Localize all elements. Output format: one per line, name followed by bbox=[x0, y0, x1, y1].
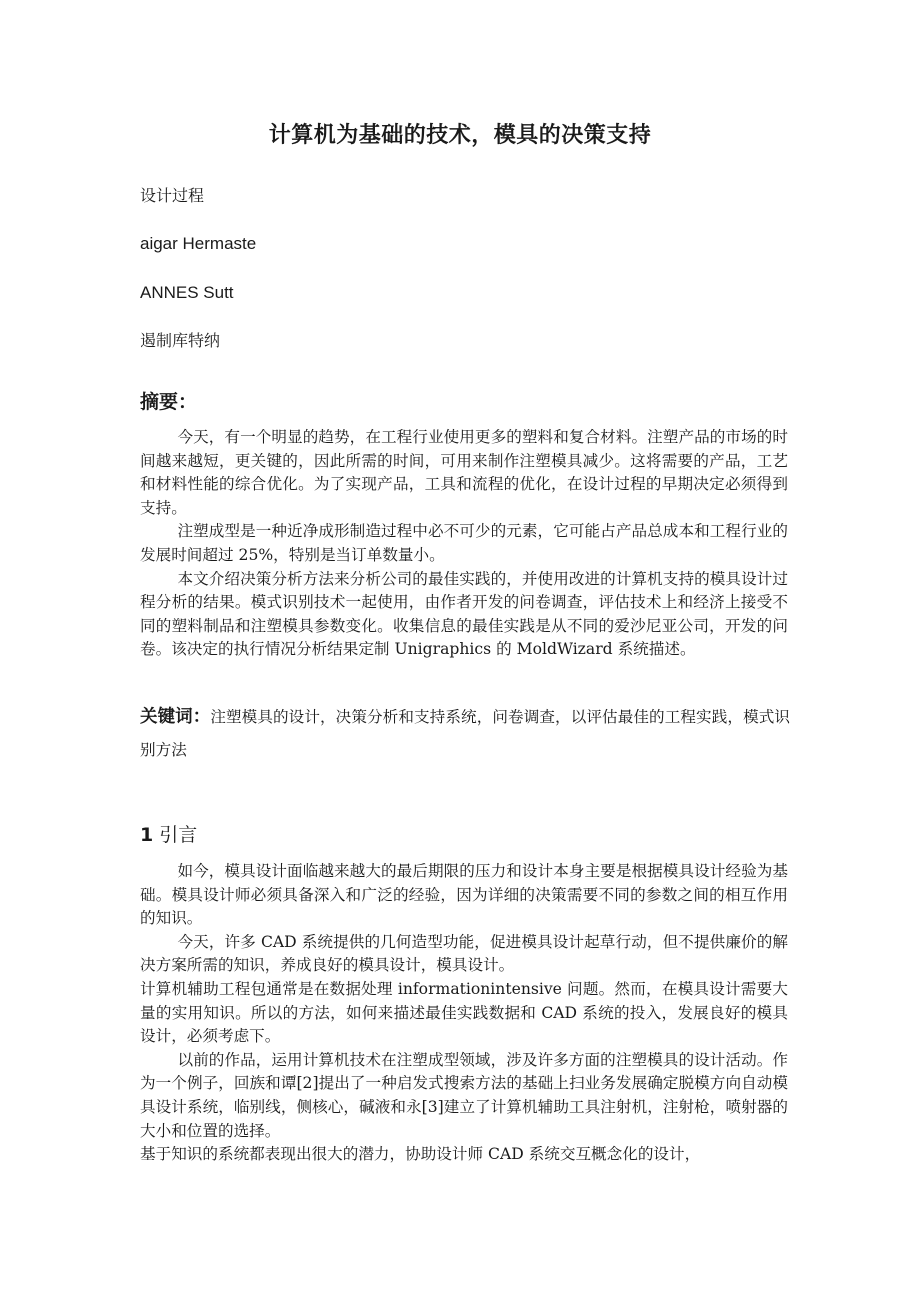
abstract-paragraph: 今天，有一个明显的趋势，在工程行业使用更多的塑料和复合材料。注塑产品的市场的时间越来越短，更关键的，因此所需的时间，可用来制作注塑模具减少。这将需要的产品，工艺和材料性能的综合优化。为了实现产品，工具和流程的优化，在设计过程的早期决定必须得到支持。 bbox=[140, 428, 788, 517]
section-title: 引言 bbox=[159, 824, 198, 846]
author-line-1: 设计过程 bbox=[140, 186, 205, 205]
keywords-label: 关键词： bbox=[140, 707, 211, 727]
section-1-heading bbox=[140, 821, 197, 849]
section-paragraph: 以前的作品，运用计算机技术在注塑成型领域，涉及许多方面的注塑模具的设计活动。作为一个例子，回族和谭[2]提出了一种启发式搜索方法的基础上扫业务发展确定脱模方向自动模具设计系统，临别线，侧核心，碱液和永[3]建立了计算机辅助工具注射机，注射枪，喷射器的大小和位置的选择。 bbox=[140, 1050, 788, 1140]
section-paragraph: 如今，模具设计面临越来越大的最后期限的压力和设计本身主要是根据模具设计经验为基础。模具设计师必须具备深入和广泛的经验，因为详细的决策需要不同的参数之间的相互作用的知识。 bbox=[140, 862, 788, 928]
abstract-paragraph: 注塑成型是一种近净成形制造过程中必不可少的元素，它可能占产品总成本和工程行业的发展时间超过 25%，特别是当订单数量小。 bbox=[140, 522, 788, 564]
section-1-body bbox=[140, 860, 788, 1167]
author-line-4: 遏制库特纳 bbox=[140, 331, 221, 350]
author-line-2: aigar Hermaste bbox=[140, 234, 257, 253]
section-paragraph: 计算机辅助工程包通常是在数据处理 informationintensive 问题。然而，在模具设计需要大量的实用知识。所以的方法，如何来描述最佳实践数据和 CAD 系统的投入，发展良好的模具设计，必须考虑下。 bbox=[140, 979, 788, 1046]
section-paragraph: 今天，许多 CAD 系统提供的几何造型功能，促进模具设计起草行动，但不提供廉价的解决方案所需的知识，养成良好的模具设计，模具设计。 bbox=[140, 932, 788, 975]
abstract-heading: 摘要： bbox=[140, 391, 198, 413]
keywords bbox=[140, 701, 790, 767]
section-paragraph: 基于知识的系统都表现出很大的潜力，协助设计师 CAD 系统交互概念化的设计， bbox=[140, 1145, 701, 1164]
author-line-3: ANNES Sutt bbox=[140, 283, 234, 302]
document-title: 计算机为基础的技术，模具的决策支持 bbox=[268, 123, 652, 148]
abstract-body bbox=[140, 426, 788, 662]
abstract-paragraph: 本文介绍决策分析方法来分析公司的最佳实践的，并使用改进的计算机支持的模具设计过程分析的结果。模式识别技术一起使用，由作者开发的问卷调查，评估技术上和经济上接受不同的塑料制品和注塑模具参数变化。收集信息的最佳实践是从不同的爱沙尼亚公司，开发的问卷。该决定的执行情况分析结果定制 Unigraphics 的 MoldWizard 系统描述。 bbox=[140, 569, 788, 659]
keywords-text: 注塑模具的设计，决策分析和支持系统，问卷调查，以评估最佳的工程实践，模式识别方法 bbox=[140, 708, 790, 759]
section-number: 1 bbox=[140, 824, 154, 846]
